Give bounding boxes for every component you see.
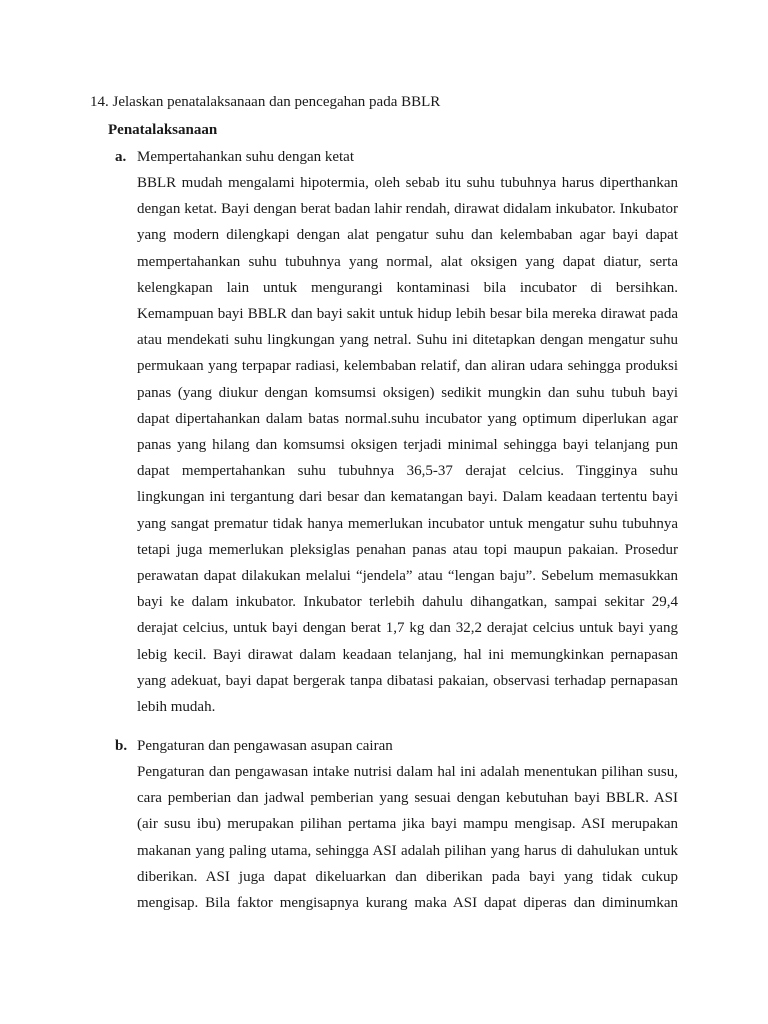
paragraph-line: diberikan. ASI juga dapat dikeluarkan dan diberikan pada bayi yang tidak cukup — [137, 868, 678, 885]
paragraph-line: BBLR mudah mengalami hipotermia, oleh sebab itu suhu tubuhnya harus diperthankan — [137, 175, 678, 191]
question-title: 14. Jelaskan penatalaksanaan dan pencegahan pada BBLR — [90, 94, 441, 110]
paragraph-line: perawatan dapat dilakukan melalui “jendela” atau “lengan baju”. Sebelum memasukkan — [137, 568, 678, 585]
paragraph-line: makanan yang paling utama, sehingga ASI adalah pilihan yang harus di dahulukan untuk — [137, 842, 678, 859]
paragraph-line: panas (yang diukur dengan komsumsi oksigen) sedikit mungkin dan suhu tubuh bayi — [137, 384, 678, 401]
section-heading: Penatalaksanaan — [108, 122, 218, 138]
paragraph-line: yang modern dilengkapi dengan alat pengatur suhu dan kelembaban agar bayi dapat — [137, 227, 678, 244]
paragraph-line: derajat celcius, untuk bayi dengan berat 1,7 kg dan 32,2 derajat celcius untuk bayi yang — [137, 620, 678, 637]
subheading-b: Pengaturan dan pengawasan asupan cairan — [137, 738, 393, 754]
paragraph-line: tetapi juga memerlukan pleksiglas penahan panas atau topi maupun pakaian. Prosedur — [137, 541, 678, 558]
paragraph-line: mempertahankan suhu tubuhnya yang normal, alat oksigen yang dapat diatur, serta — [137, 253, 678, 270]
paragraph-line: panas yang hilang dan komsumsi oksigen terjadi minimal sehingga bayi telanjang pun — [137, 437, 678, 454]
paragraph-line: yang sangat prematur tidak hanya memerlukan incubator untuk mengatur suhu tubuhnya — [137, 515, 678, 532]
paragraph-line: lebig kecil. Bayi dirawat dalam keadaan telanjang, hal ini memungkinkan pernapasan — [137, 646, 678, 663]
paragraph-line: permukaan yang terpapar radiasi, kelembaban relatif, dan aliran udara sehingga produksi — [137, 358, 678, 375]
paragraph-line: mengisap. Bila faktor mengisapnya kurang maka ASI dapat diperas dan diminumkan — [137, 895, 678, 912]
paragraph-line: Pengaturan dan pengawasan intake nutrisi dalam hal ini adalah menentukan pilihan susu, — [137, 764, 678, 780]
paragraph-line: bayi ke dalam inkubator. Inkubator terlebih dahulu dihangatkan, sampai sekitar 29,4 — [137, 594, 678, 611]
subheading-a: Mempertahankan suhu dengan ketat — [137, 149, 355, 165]
paragraph-line: dengan ketat. Bayi dengan berat badan lahir rendah, dirawat didalam inkubator. Inkubator — [137, 201, 678, 218]
paragraph-line: lingkungan ini tergantung dari besar dan kematangan bayi. Dalam keadaan tertentu bayi — [137, 489, 678, 506]
paragraph-line: atau mendekati suhu lingkungan yang netral. Suhu ini ditetapkan dengan mengatur suhu — [137, 332, 678, 349]
paragraph-b — [137, 759, 678, 916]
paragraph-line: (air susu ibu) merupakan pilihan pertama jika bayi mampu mengisap. ASI merupakan — [137, 816, 678, 833]
paragraph-line: dapat dipertahankan dalam batas normal.suhu incubator yang optimum diperlukan agar — [137, 410, 678, 427]
paragraph-line: kelengkapan lain untuk mengurangi kontaminasi bila incubator di bersihkan. — [137, 279, 678, 296]
paragraph-line: dapat mempertahankan suhu tubuhnya 36,5-37 derajat celcius. Tingginya suhu — [137, 463, 678, 480]
list-marker-b: b. — [115, 738, 128, 754]
paragraph-line: cara pemberian dan jadwal pemberian yang sesuai dengan kebutuhan bayi BBLR. ASI — [137, 790, 678, 807]
paragraph-line: Kemampuan bayi BBLR dan bayi sakit untuk hidup lebih besar bila mereka dirawat pada — [137, 306, 678, 323]
paragraph-line: yang adekuat, bayi dapat bergerak tanpa dibatasi pakaian, observasi terhadap pernapasan — [137, 672, 678, 689]
list-marker-a: a. — [115, 149, 127, 165]
paragraph-line: lebih mudah. — [137, 699, 216, 716]
paragraph-a — [137, 170, 678, 720]
